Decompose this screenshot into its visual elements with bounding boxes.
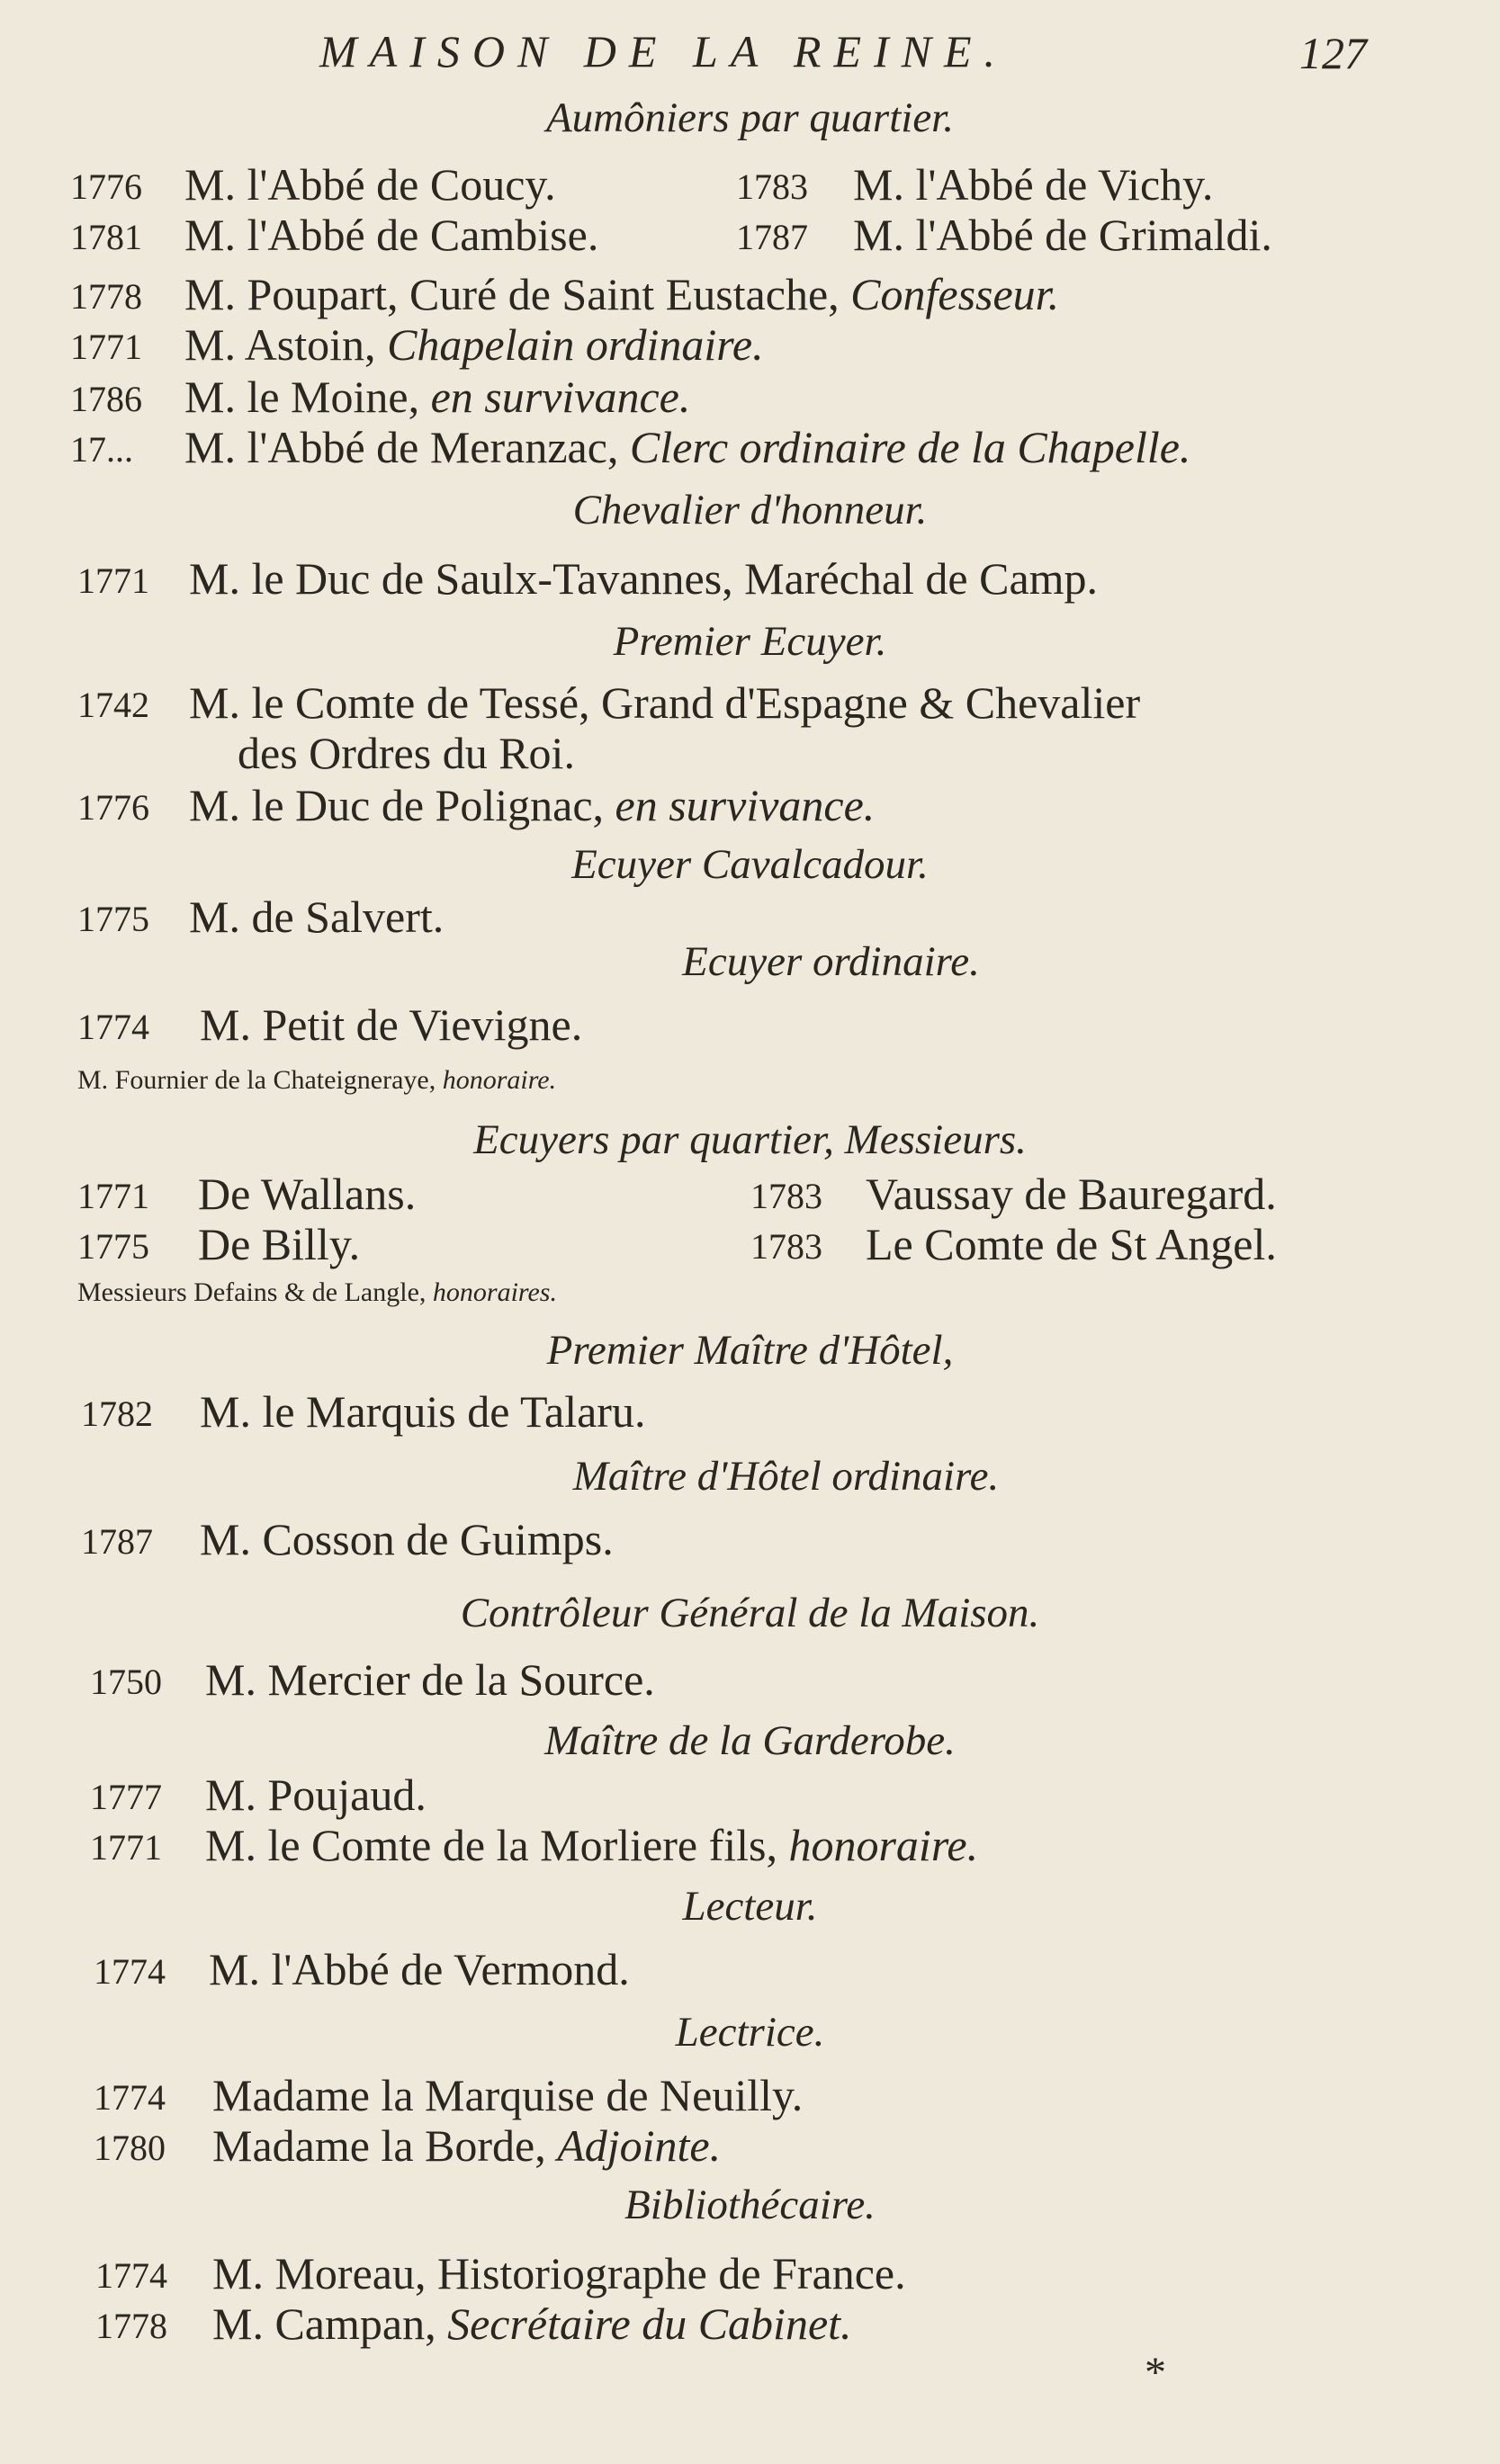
- entry-year: 1781: [70, 217, 142, 257]
- entry-name: M. l'Abbé de Cambise.: [184, 210, 599, 260]
- entry-row: [0, 1218, 1500, 1272]
- entry-row: [0, 421, 1500, 475]
- entry-row: [0, 1769, 1500, 1823]
- entry-row: [0, 158, 1500, 212]
- entry-name-text: Madame la Borde,: [212, 2120, 546, 2171]
- entry-year: 1742: [77, 685, 149, 725]
- entry-title: honoraire.: [788, 1820, 979, 1870]
- entry-title: Adjointe.: [557, 2120, 722, 2171]
- entry-name: M. le Marquis de Talaru.: [200, 1386, 646, 1437]
- entry-name: [184, 421, 1190, 473]
- entry-title: Clerc ordinaire de la Chapelle.: [629, 422, 1191, 472]
- entry-name: [189, 779, 875, 831]
- entry-name-text: M. l'Abbé de Meranzac,: [184, 422, 619, 472]
- entry-name: Le Comte de St Angel.: [866, 1219, 1277, 1269]
- entry-name-text: M. le Duc de Polignac,: [189, 780, 605, 830]
- entry-year: 1776: [77, 787, 149, 828]
- entry-row: [0, 2298, 1500, 2352]
- note-text: M. Fournier de la Chateigneraye,: [77, 1065, 436, 1095]
- entry-name: [212, 2298, 852, 2350]
- entry-year: 1777: [90, 1777, 162, 1817]
- entry-year: 17...: [70, 429, 133, 470]
- entry-row: [0, 318, 1500, 372]
- section-heading-ecuyers-quartier: Ecuyers par quartier, Messieurs.: [473, 1116, 1027, 1163]
- entry-name: M. Petit de Vievigne.: [200, 999, 583, 1050]
- entry-year: 1776: [70, 166, 142, 207]
- entry-row: [0, 2069, 1500, 2123]
- entry-title: en survivance.: [615, 780, 876, 830]
- entry-name-text: M. Astoin,: [184, 319, 376, 370]
- entry-name: De Wallans.: [198, 1169, 417, 1219]
- entry-name-text: M. le Comte de la Morliere fils,: [205, 1820, 777, 1870]
- entry-name: [184, 371, 690, 423]
- entry-year: 1782: [81, 1393, 153, 1434]
- signature-mark: *: [1145, 2349, 1166, 2397]
- entry-year: 1771: [77, 560, 149, 601]
- entry-name: [184, 268, 1059, 320]
- entry-name: [205, 1819, 978, 1871]
- entry-row: [0, 209, 1500, 263]
- entry-name: M. le Comte de Tessé, Grand d'Espagne & Chevalier: [189, 677, 1141, 728]
- section-heading-controleur: Contrôleur Général de la Maison.: [460, 1590, 1040, 1636]
- entry-year: 1783: [736, 166, 808, 207]
- entry-row: [0, 1513, 1500, 1567]
- section-heading-chevalier: Chevalier d'honneur.: [572, 487, 928, 533]
- entry-year: 1778: [95, 2306, 167, 2346]
- entry-name-text: M. le Moine,: [184, 372, 420, 422]
- entry-row: [0, 371, 1500, 425]
- entry-row: [0, 1943, 1500, 1997]
- entry-name: M. l'Abbé de Vermond.: [209, 1944, 630, 1994]
- entry-title: Secrétaire du Cabinet.: [447, 2298, 852, 2349]
- entry-year: 1780: [94, 2128, 166, 2168]
- note-title: honoraires.: [432, 1277, 557, 1307]
- entry-year: 1786: [70, 379, 142, 419]
- entry-row: [0, 1385, 1500, 1439]
- entry-year: 1774: [94, 2077, 166, 2118]
- entry-name: M. Mercier de la Source.: [205, 1654, 655, 1705]
- entry-year: 1775: [77, 899, 149, 939]
- entry-name: M. l'Abbé de Grimaldi.: [853, 210, 1272, 260]
- entry-name: M. Cosson de Guimps.: [200, 1514, 614, 1564]
- entry-year: 1787: [81, 1521, 153, 1562]
- entry-name: M. le Duc de Saulx-Tavannes, Maréchal de Camp.: [189, 553, 1099, 604]
- entry-title: Confesseur.: [850, 269, 1060, 319]
- entry-year: 1774: [94, 1951, 166, 1992]
- entry-row: [0, 2119, 1500, 2173]
- section-heading-bibliothecaire: Bibliothécaire.: [624, 2182, 876, 2228]
- entry-year: 1775: [77, 1226, 149, 1267]
- entry-year: 1771: [77, 1176, 149, 1216]
- entry-year: 1783: [750, 1226, 822, 1267]
- entry-row: [0, 552, 1500, 606]
- note-title: honoraire.: [442, 1065, 557, 1095]
- section-heading-ecuyer-ordinaire: Ecuyer ordinaire.: [682, 938, 980, 985]
- entry-row: [0, 2247, 1500, 2301]
- entry-row: [0, 676, 1500, 730]
- entry-year: 1774: [77, 1007, 149, 1047]
- honorary-note: [77, 1277, 557, 1308]
- entry-name: M. Poujaud.: [205, 1770, 427, 1820]
- entry-row: [0, 1168, 1500, 1222]
- entry-year: 1771: [70, 327, 142, 367]
- entry-name-text: M. Campan,: [212, 2298, 436, 2349]
- running-head-title: MAISON DE LA REINE.: [319, 26, 1009, 76]
- entry-row: [0, 268, 1500, 322]
- entry-row: [0, 779, 1500, 833]
- entry-name: M. l'Abbé de Vichy.: [853, 159, 1214, 210]
- section-heading-lecteur: Lecteur.: [682, 1883, 818, 1930]
- entry-row: [0, 999, 1500, 1053]
- entry-continuation: des Ordres du Roi.: [238, 728, 575, 778]
- running-head: [0, 25, 1500, 88]
- entry-name-text: M. Poupart, Curé de Saint Eustache,: [184, 269, 840, 319]
- entry-name: [212, 2119, 721, 2172]
- section-heading-cavalcadour: Ecuyer Cavalcadour.: [571, 841, 929, 888]
- entry-name: M. l'Abbé de Coucy.: [184, 159, 556, 210]
- entry-name: Madame la Marquise de Neuilly.: [212, 2070, 804, 2120]
- entry-row: [0, 1819, 1500, 1873]
- section-heading-maitre-ordinaire: Maître d'Hôtel ordinaire.: [572, 1453, 1000, 1500]
- entry-name: M. Moreau, Historiographe de France.: [212, 2248, 906, 2298]
- entry-name: De Billy.: [198, 1219, 361, 1269]
- entry-row: [0, 1653, 1500, 1707]
- entry-name: [184, 318, 764, 371]
- entry-year: 1778: [70, 276, 142, 317]
- section-heading-garderobe: Maître de la Garderobe.: [544, 1717, 956, 1764]
- entry-title: Chapelain ordinaire.: [387, 319, 764, 370]
- section-heading-aumoniers: Aumôniers par quartier.: [545, 94, 955, 141]
- note-text: Messieurs Defains & de Langle,: [77, 1277, 427, 1307]
- honorary-note: [77, 1065, 556, 1096]
- entry-year: 1787: [736, 217, 808, 257]
- entry-year: 1750: [90, 1662, 162, 1702]
- entry-row: [0, 891, 1500, 945]
- section-heading-lectrice: Lectrice.: [675, 2009, 825, 2056]
- page-number: 127: [1299, 28, 1367, 78]
- entry-name: M. de Salvert.: [189, 892, 445, 942]
- entry-name: Vaussay de Bauregard.: [866, 1169, 1277, 1219]
- section-heading-premier-ecuyer: Premier Ecuyer.: [613, 618, 887, 665]
- entry-year: 1783: [750, 1176, 822, 1216]
- entry-year: 1774: [95, 2255, 167, 2296]
- entry-year: 1771: [90, 1827, 162, 1868]
- entry-title: en survivance.: [430, 372, 691, 422]
- section-heading-premier-maitre: Premier Maître d'Hôtel,: [546, 1327, 954, 1374]
